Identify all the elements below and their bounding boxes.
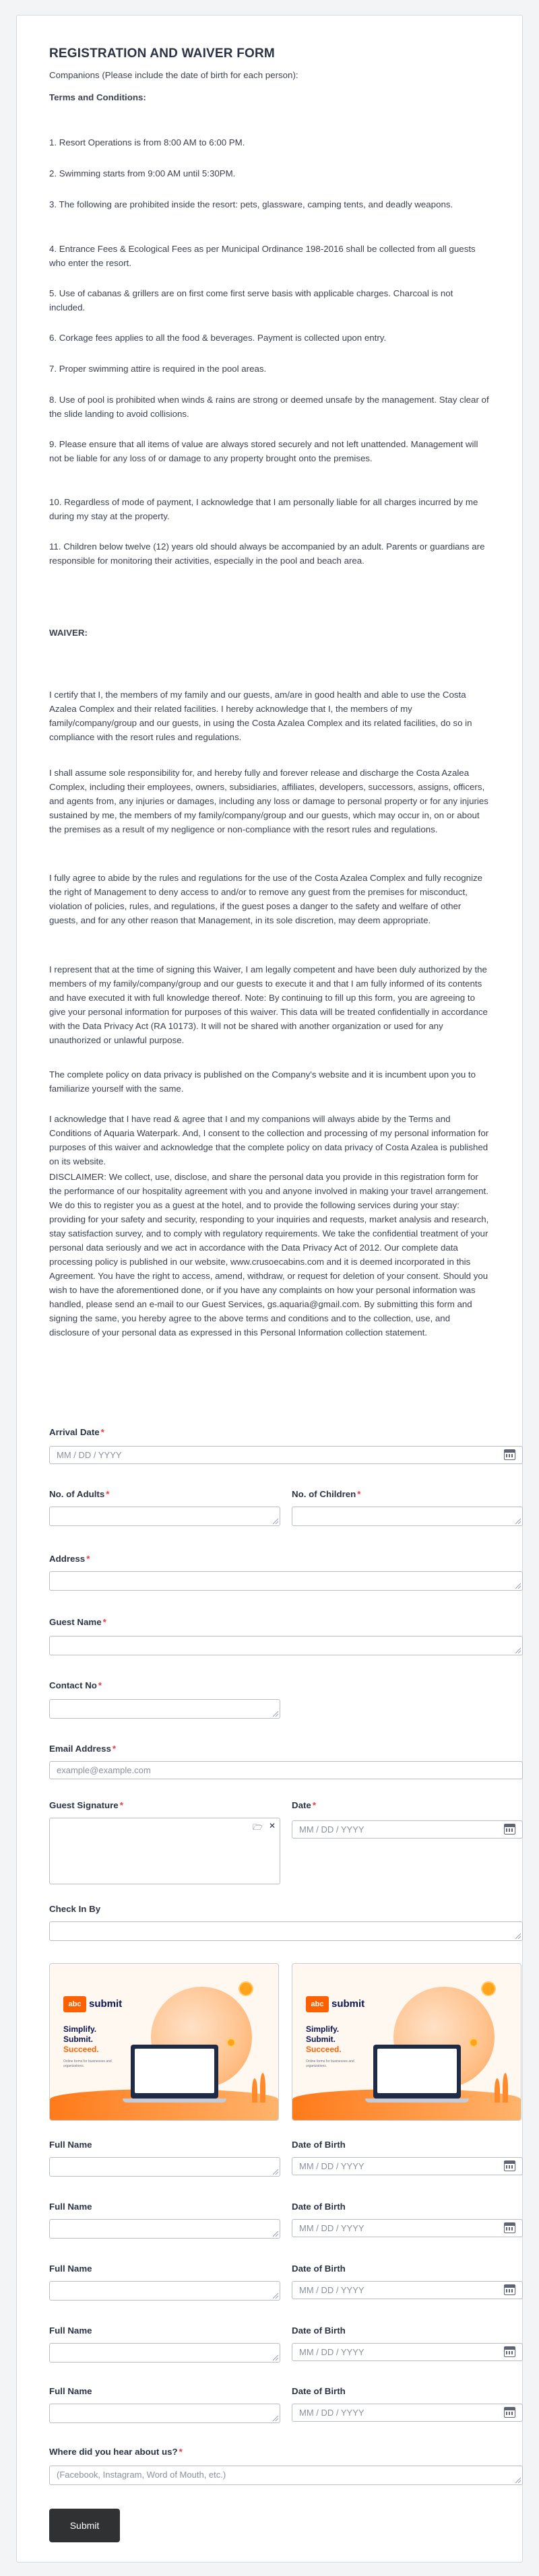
companion-name-input[interactable] — [49, 2281, 280, 2301]
contact-input[interactable] — [49, 1699, 280, 1719]
term-4: 4. Entrance Fees & Ecological Fees as per Municipal Ordinance 198-2016 shall be collected from all guests who enter the resort. — [49, 244, 476, 268]
waiver-paragraph-7: DISCLAIMER: We collect, use, disclose, and share the personal data you provide in this registration form for the performance of our hospitality agreement with you and anyone involved in making your travel arrangement. We do this to register you as a guest at the hotel, and to provide the following services during your stay: providing for your safety and security, responding to your inquiries and requests, market analysis and research, stay satisfaction survey, and to comply with regulatory requirements. We take the confidential treatment of your personal data seriously and we act in accordance with the Data Privacy Act of 2012. Our complete data processing policy is published in our website, www.crusoecabins.com and it is deemed incorporated in this Agreement. You have the right to access, amend, withdraw, or request for deletion of your consent. Should you wish to have the aforementioned done, or if you have any complaints on how your personal information was handled, please send an e-mail to our Guest Services, gs.aquaria@gmail.com. By submitting this form and signing the same, you hereby agree to the above terms and conditions and to the collection, use, and disclosure of your personal data as expressed in this Personal Information collection statement. — [49, 1172, 489, 1337]
guest-name-input[interactable] — [49, 1636, 523, 1655]
children-input[interactable] — [292, 1507, 523, 1526]
address-input[interactable] — [49, 1571, 523, 1591]
coin-icon — [226, 2038, 236, 2047]
promo-fine-print: Online forms for businesses and organizations. — [63, 2059, 112, 2068]
dob-label: Date of Birth — [292, 2140, 346, 2150]
date-input[interactable] — [292, 1820, 523, 1839]
coin-icon — [481, 1981, 496, 1996]
plant-illustration — [495, 2078, 500, 2103]
promo-tagline: Simplify. Submit. Succeed. — [306, 2024, 342, 2054]
calendar-icon[interactable] — [504, 2160, 515, 2171]
promo-banner — [49, 1963, 279, 2121]
arrival-date-label: Arrival Date * — [49, 1427, 104, 1437]
submit-button[interactable]: Submit — [49, 2509, 120, 2542]
date-label: Date * — [292, 1800, 317, 1810]
term-5: 5. Use of cabanas & grillers are on first come first serve basis with applicable charges. Charcoal is not included. — [49, 288, 453, 312]
contact-label: Contact No * — [49, 1680, 102, 1690]
signature-pad[interactable] — [49, 1818, 280, 1884]
plant-illustration — [252, 2078, 257, 2103]
waiver-paragraph-5: The complete policy on data privacy is published on the Company's website and it is incumbent upon you to familiarize yourself with the same. — [49, 1069, 476, 1094]
waiver-paragraph-4: I represent that at the time of signing this Waiver, I am legally competent and have been duly authorized by the members of my family/company/group and our guests to execute it and that I am fully informed of its contents and have executed it with full knowledge thereof. Note: By continuing to fill up this form, you are agreeing to give your personal information for purposes of this waiver. This data will be treated confidentially in accordance with the Data Privacy Act (RA 10173). It will not be shared with another organization or used for any unauthorized or unlawful purpose. — [49, 964, 488, 1045]
term-1: 1. Resort Operations is from 8:00 AM to 6:00 PM. — [49, 137, 245, 147]
term-3: 3. The following are prohibited inside the resort: pets, glassware, camping tents, and deadly weapons. — [49, 199, 453, 209]
calendar-icon[interactable] — [504, 1824, 515, 1835]
brand-logo: abc — [306, 1996, 329, 2012]
adults-label: No. of Adults * — [49, 1489, 110, 1499]
calendar-icon[interactable] — [504, 2222, 515, 2233]
coin-icon — [469, 2038, 478, 2047]
calendar-icon[interactable] — [504, 2346, 515, 2357]
waiver-paragraph-3: I fully agree to abide by the rules and regulations for the use of the Costa Azalea Complex and fully recognize the right of Management to deny access to and/or to remove any guest from the premises for misconduct, violation of policies, rules, and regulations, if the guest poses a danger to the safety and welfare of other guests, and for any other reason that Management, in its sole discretion, may deem appropriate. — [49, 873, 483, 925]
brand-name: submit — [89, 1998, 123, 2010]
companion-dob-input[interactable] — [292, 2281, 523, 2299]
signature-label: Guest Signature * — [49, 1800, 123, 1810]
companion-dob-input[interactable] — [292, 2404, 523, 2422]
companion-dob-input[interactable] — [292, 2157, 523, 2175]
email-input[interactable] — [49, 1761, 523, 1779]
promo-banner — [292, 1963, 521, 2121]
arrival-date-input[interactable] — [49, 1446, 523, 1464]
brand-name: submit — [331, 1998, 365, 2010]
companion-name-input[interactable] — [49, 2219, 280, 2239]
folder-open-icon[interactable]: 🗁 — [253, 1822, 263, 1832]
companion-name-input[interactable] — [49, 2157, 280, 2177]
term-8: 8. Use of pool is prohibited when winds & rains are strong or deemed unsafe by the management. Stay clear of the slide landing to avoid collisions. — [49, 395, 489, 419]
term-11: 11. Children below twelve (12) years old should always be accompanied by an adult. Parents or guardians are responsible for monitoring their activities, especially in the pool and beach area. — [49, 541, 485, 566]
hear-about-input[interactable] — [49, 2466, 523, 2485]
dob-label: Date of Birth — [292, 2264, 346, 2274]
laptop-base — [123, 2099, 226, 2103]
hear-about-label: Where did you hear about us? * — [49, 2447, 183, 2457]
waiver-heading: WAIVER: — [49, 628, 88, 638]
waiver-paragraph-1: I certify that I, the members of my family and our guests, am/are in good health and able to use the Costa Azalea Complex and their related facilities. I hereby acknowledge that I, the members of my family/company/group and our guests, in using the Costa Azalea Complex and its related facilities, do so in compliance with the resort rules and regulations. — [49, 690, 472, 742]
full-name-label: Full Name — [49, 2140, 92, 2150]
plant-illustration — [260, 2073, 265, 2103]
adults-input[interactable] — [49, 1507, 280, 1526]
calendar-icon[interactable] — [504, 1449, 515, 1460]
companions-note: Companions (Please include the date of birth for each person): — [49, 70, 298, 80]
term-7: 7. Proper swimming attire is required in the pool areas. — [49, 364, 267, 374]
term-9: 9. Please ensure that all items of value are always stored securely and not left unattended. Management will not be liable for any loss of or damage to any property brought onto the premises. — [49, 439, 478, 463]
promo-fine-print: Online forms for businesses and organizations. — [306, 2059, 354, 2068]
companion-dob-input[interactable] — [292, 2343, 523, 2361]
signature-tools — [253, 1821, 276, 1835]
full-name-label: Full Name — [49, 2325, 92, 2336]
full-name-label: Full Name — [49, 2264, 92, 2274]
laptop-base — [365, 2099, 469, 2103]
address-label: Address * — [49, 1554, 90, 1564]
children-label: No. of Children * — [292, 1489, 361, 1499]
email-label: Email Address * — [49, 1744, 117, 1754]
dob-label: Date of Birth — [292, 2325, 346, 2336]
laptop-screen — [135, 2049, 214, 2093]
form-card — [16, 15, 523, 2563]
waiver-paragraph-6: I acknowledge that I have read & agree that I and my companions will always abide by the Terms and Conditions of Aquaria Waterpark. And, I consent to the collection and processing of my personal information for purposes of this waiver and acknowledge that the complete policy on data privacy of Costa Azalea is published on its website. — [49, 1114, 489, 1166]
close-icon[interactable]: ✕ — [268, 1821, 276, 1830]
terms-heading: Terms and Conditions: — [49, 92, 146, 102]
guest-name-label: Guest Name * — [49, 1617, 106, 1627]
form-title: REGISTRATION AND WAIVER FORM — [49, 46, 275, 61]
companion-name-input[interactable] — [49, 2404, 280, 2423]
waiver-paragraph-2: I shall assume sole responsibility for, and hereby fully and forever release and discharge the Costa Azalea Complex, including their employees, owners, subsidiaries, affiliates, developers, successors, assigns, officers, and agents from, any injuries or damages, including any loss or damage to personal property or for any injuries sustained by me, the members of my family/company/group and our guests, which may occur in, on or about the premises as a result of my negligence or non-compliance with the resort rules and regulations. — [49, 768, 488, 834]
full-name-label: Full Name — [49, 2202, 92, 2212]
calendar-icon[interactable] — [504, 2284, 515, 2295]
coin-icon — [239, 1981, 253, 1996]
header-section — [49, 46, 490, 104]
dob-label: Date of Birth — [292, 2202, 346, 2212]
dob-label: Date of Birth — [292, 2386, 346, 2396]
checkin-input[interactable] — [49, 1921, 523, 1941]
calendar-icon[interactable] — [504, 2407, 515, 2418]
checkin-label: Check In By — [49, 1904, 101, 1914]
brand-logo: abc — [63, 1996, 86, 2012]
plant-illustration — [503, 2073, 508, 2103]
term-2: 2. Swimming starts from 9:00 AM until 5:30PM. — [49, 168, 236, 178]
full-name-label: Full Name — [49, 2386, 92, 2396]
companion-dob-input[interactable] — [292, 2219, 523, 2237]
term-10: 10. Regardless of mode of payment, I acknowledge that I am personally liable for all charges incurred by me during my stay at the property. — [49, 497, 478, 521]
laptop-screen — [377, 2049, 457, 2093]
promo-tagline: Simplify. Submit. Succeed. — [63, 2024, 99, 2054]
term-6: 6. Corkage fees applies to all the food & beverages. Payment is collected upon entry. — [49, 333, 387, 343]
companion-name-input[interactable] — [49, 2343, 280, 2363]
